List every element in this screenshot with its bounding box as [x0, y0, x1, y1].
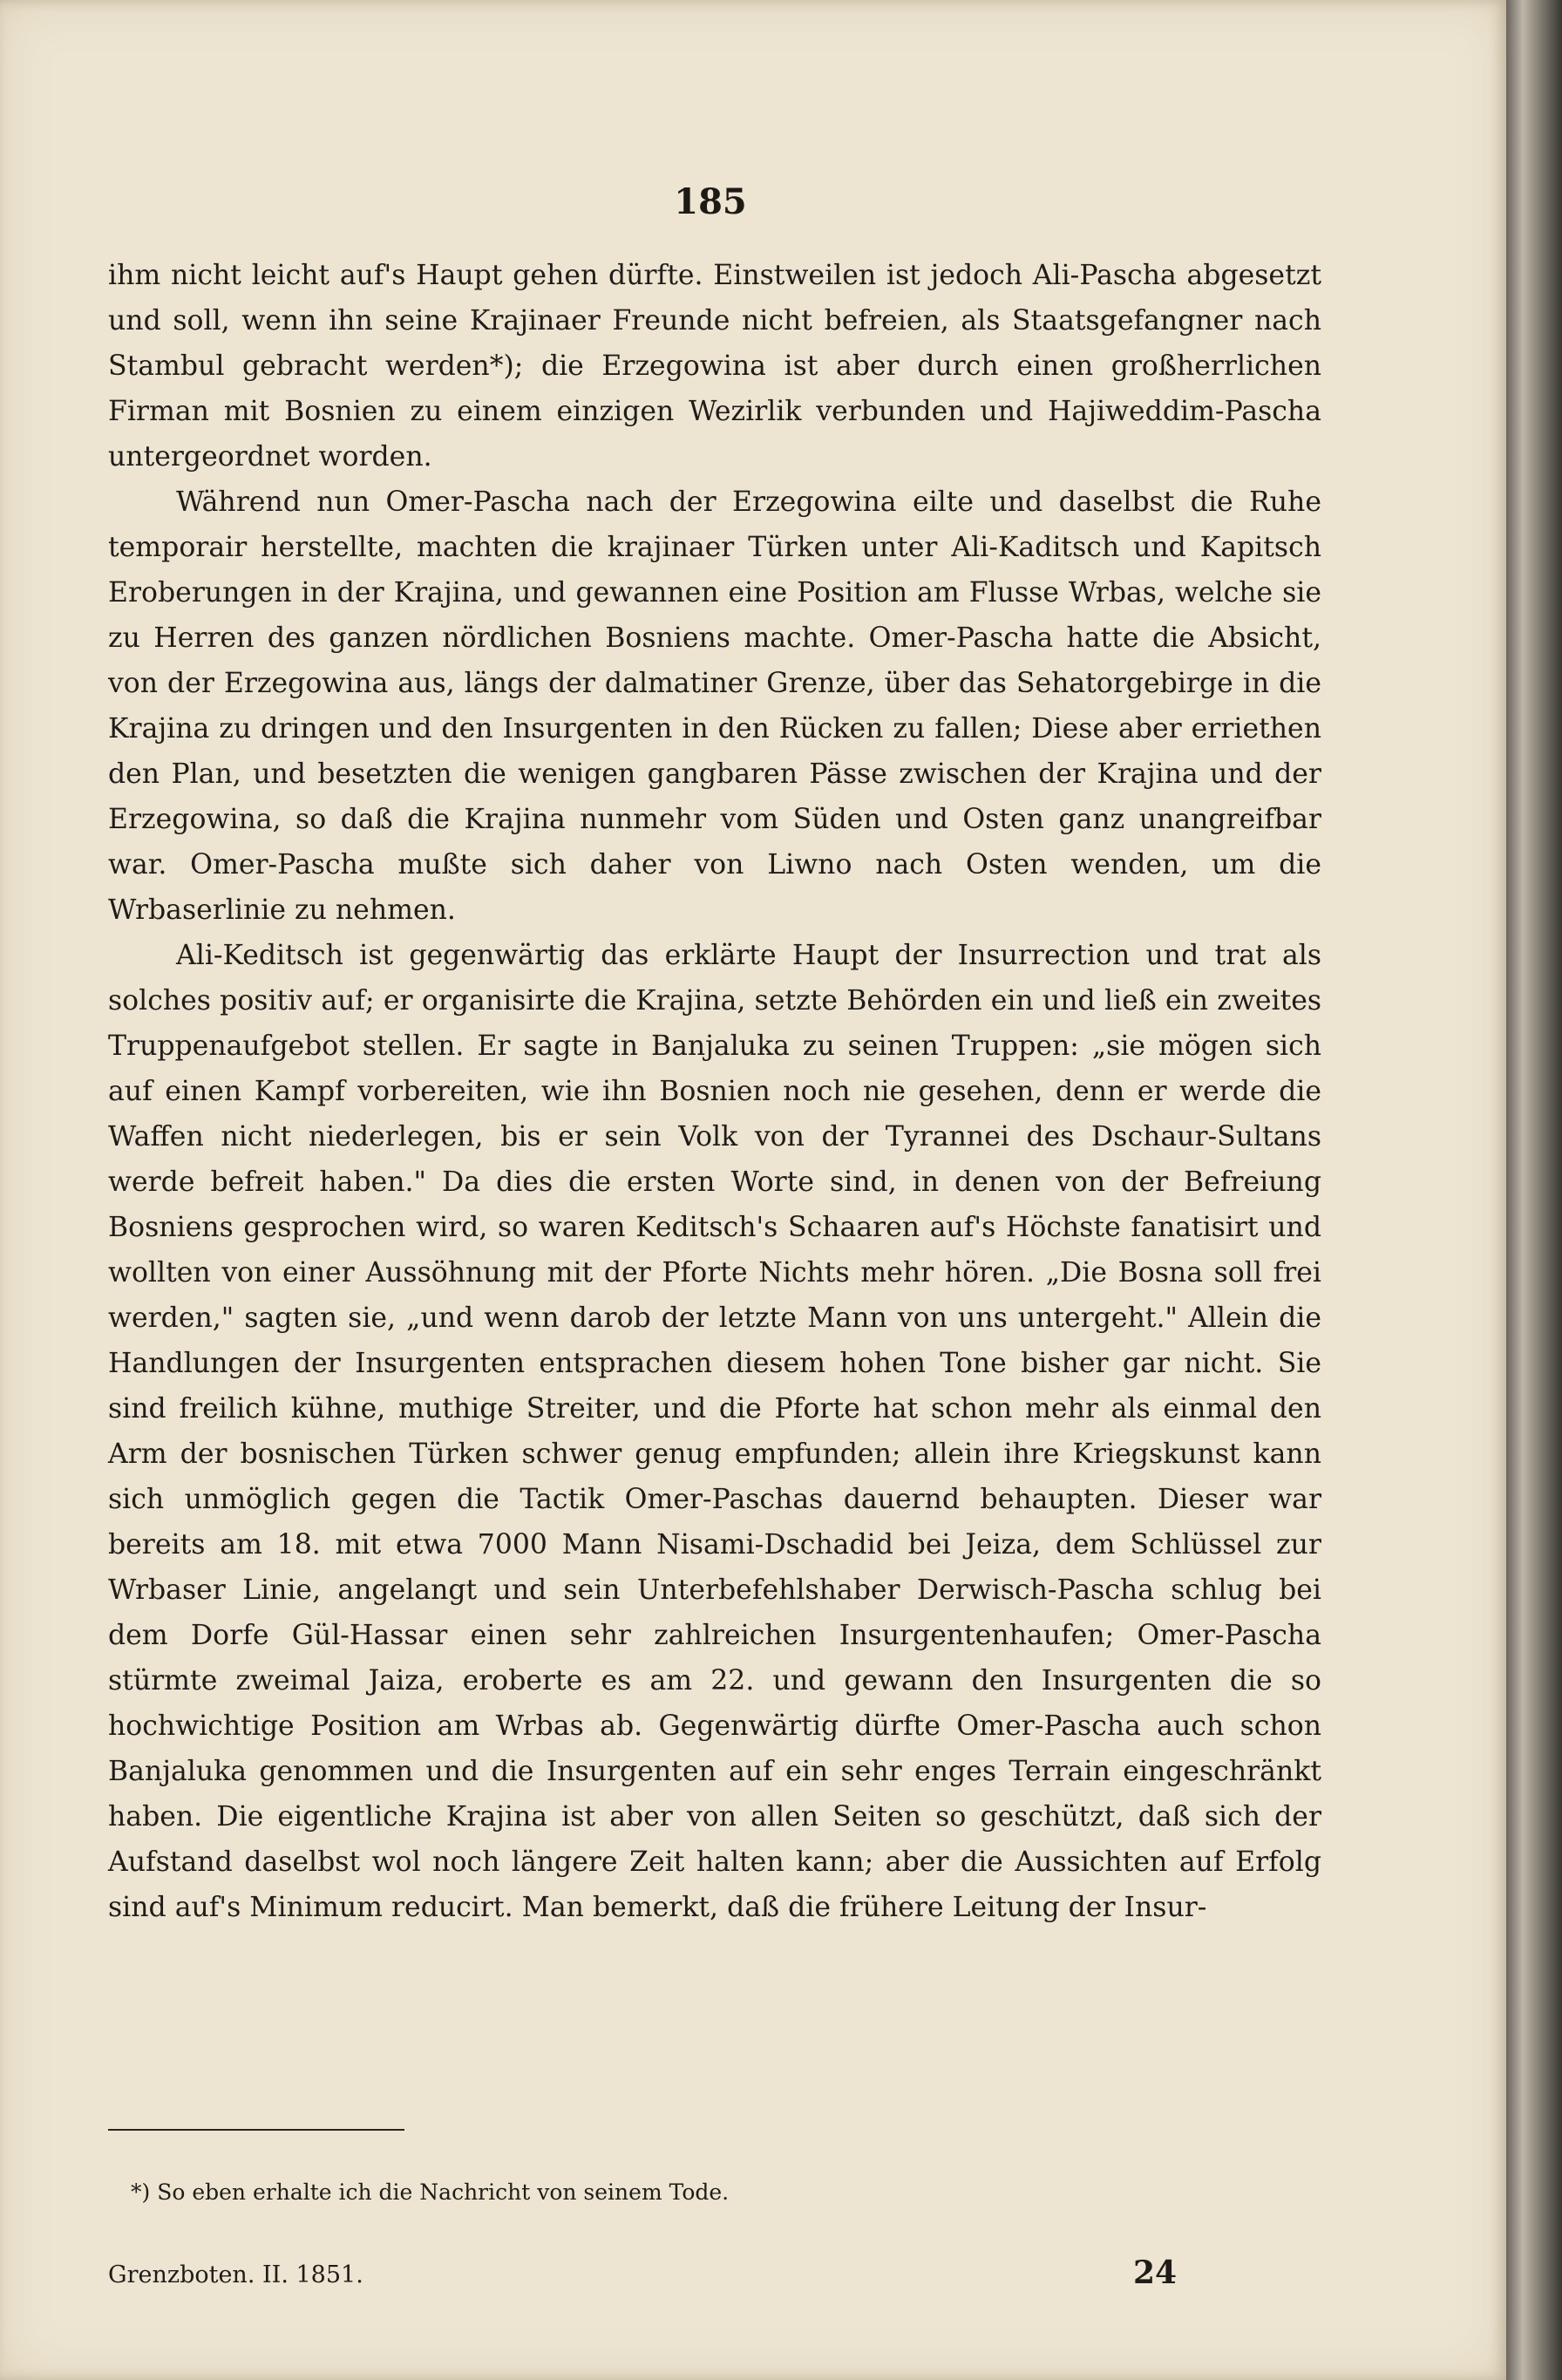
- paragraph-2: Während nun Omer-Pascha nach der Erzegowina eilte und daselbst die Ruhe temporair herstellte, machten die krajinaer Türken unter Ali-Kaditsch und Kapitsch Eroberungen in der Krajina, und gewannen eine Position am Flusse Wrbas, welche sie zu Herren des ganzen nördlichen Bosniens machte. Omer-Pascha hatte die Absicht, von der Erzegowina aus, längs der dalmatiner Grenze, über das Sehatorgebirge in die Krajina zu dringen und den Insurgenten in den Rücken zu fallen; Diese aber erriethen den Plan, und besetzten die wenigen gangbaren Pässe zwischen der Krajina und der Erzegowina, so daß die Krajina nunmehr vom Süden und Osten ganz unangreifbar war. Omer-Pascha mußte sich daher von Liwno nach Osten wenden, um die Wrbaserlinie zu nehmen.: [108, 486, 1321, 926]
- paragraph-1: ihm nicht leicht auf's Haupt gehen dürfte. Einstweilen ist jedoch Ali-Pascha abgesetzt und soll, wenn ihn seine Krajinaer Freunde nicht befreien, als Staatsgefangner nach Stambul gebracht werden*); die Erzegowina ist aber durch einen großherrlichen Firman mit Bosnien zu einem einzigen Wezirlik verbunden und Hajiweddim-Pascha untergeordnet worden.: [108, 260, 1321, 473]
- body-text: [108, 253, 1321, 1930]
- page-edge: [1506, 0, 1562, 2380]
- footer-sheet-number: 24: [1133, 2254, 1178, 2291]
- footnote: *) So eben erhalte ich die Nachricht von seinem Tode.: [131, 2179, 730, 2205]
- page-number: 185: [674, 181, 747, 222]
- footer-signature: Grenzboten. II. 1851.: [108, 2261, 363, 2288]
- paragraph-3: Ali-Keditsch ist gegenwärtig das erklärte Haupt der Insurrection und trat als solches positiv auf; er organisirte die Krajina, setzte Behörden ein und ließ ein zweites Truppenaufgebot stellen. Er sagte in Banjaluka zu seinen Truppen: „sie mögen sich auf einen Kampf vorbereiten, wie ihn Bosnien noch nie gesehen, denn er werde die Waffen nicht niederlegen, bis er sein Volk von der Tyrannei des Dschaur-Sultans werde befreit haben." Da dies die ersten Worte sind, in denen von der Befreiung Bosniens gesprochen wird, so waren Keditsch's Schaaren auf's Höchste fanatisirt und wollten von einer Aussöhnung mit der Pforte Nichts mehr hören. „Die Bosna soll frei werden," sagten sie, „und wenn darob der letzte Mann von uns untergeht." Allein die Handlungen der Insurgenten entsprachen diesem hohen Tone bisher gar nicht. Sie sind freilich kühne, muthige Streiter, und die Pforte hat schon mehr als einmal den Arm der bosnischen Türken schwer genug empfunden; allein ihre Kriegskunst kann sich unmöglich gegen die Tactik Omer-Paschas dauernd behaupten. Dieser war bereits am 18. mit etwa 7000 Mann Nisami-Dschadid bei Jeiza, dem Schlüssel zur Wrbaser Linie, angelangt und sein Unterbefehlshaber Derwisch-Pascha schlug bei dem Dorfe Gül-Hassar einen sehr zahlreichen Insurgentenhaufen; Omer-Pascha stürmte zweimal Jaiza, eroberte es am 22. und gewann den Insurgenten die so hochwichtige Position am Wrbas ab. Gegenwärtig dürfte Omer-Pascha auch schon Banjaluka genommen und die Insurgenten auf ein sehr enges Terrain eingeschränkt haben. Die eigentliche Krajina ist aber von allen Seiten so geschützt, daß sich der Aufstand daselbst wol noch längere Zeit halten kann; aber die Aussichten auf Erfolg sind auf's Minimum reducirt. Man bemerkt, daß die frühere Leitung der Insur-: [108, 940, 1321, 1923]
- footnote-rule: [108, 2129, 404, 2131]
